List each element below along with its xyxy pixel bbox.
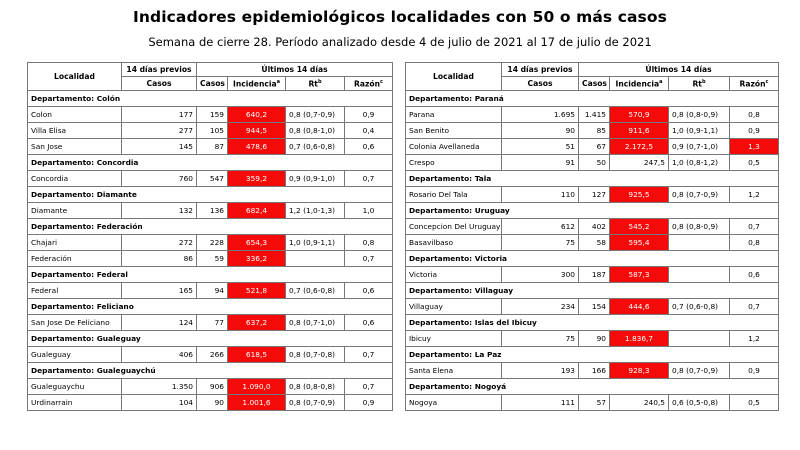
ratio-cell: 0,9 <box>345 107 393 123</box>
locality-cell: Urdinarrain <box>28 395 122 411</box>
prev-cases-cell: 1.350 <box>122 379 197 395</box>
locality-cell: Federación <box>28 251 122 267</box>
cases-cell: 50 <box>579 155 610 171</box>
department-label: Departamento: Islas del Ibicuy <box>406 315 779 331</box>
locality-cell: Colon <box>28 107 122 123</box>
rt-cell: 0,7 (0,6-0,8) <box>286 139 345 155</box>
department-row <box>28 299 393 315</box>
locality-cell: Basavilbaso <box>406 235 502 251</box>
incidence-cell: 637,2 <box>228 315 286 331</box>
prev-cases-cell: 104 <box>122 395 197 411</box>
ratio-cell: 0,9 <box>730 123 779 139</box>
header-localidad: Localidad <box>406 63 502 91</box>
department-row <box>28 155 393 171</box>
department-label: Departamento: Uruguay <box>406 203 779 219</box>
table-row <box>28 171 393 187</box>
prev-cases-cell: 612 <box>502 219 579 235</box>
incidence-cell: 2.172,5 <box>610 139 669 155</box>
cases-cell: 85 <box>579 123 610 139</box>
prev-cases-cell: 86 <box>122 251 197 267</box>
table-row <box>406 155 779 171</box>
table-row <box>406 123 779 139</box>
cases-cell: 127 <box>579 187 610 203</box>
table-row <box>406 395 779 411</box>
department-row <box>406 171 779 187</box>
incidence-cell: 911,6 <box>610 123 669 139</box>
locality-cell: Concepcion Del Uruguay <box>406 219 502 235</box>
locality-cell: Villa Elisa <box>28 123 122 139</box>
cases-cell: 77 <box>197 315 228 331</box>
department-label: Departamento: Colón <box>28 91 393 107</box>
table-row <box>28 283 393 299</box>
cases-cell: 906 <box>197 379 228 395</box>
cases-cell: 187 <box>579 267 610 283</box>
rt-cell: 0,8 (0,8-0,9) <box>669 219 730 235</box>
incidence-cell: 618,5 <box>228 347 286 363</box>
cases-cell: 67 <box>579 139 610 155</box>
ratio-cell: 1,0 <box>345 203 393 219</box>
header-prev-14: 14 días previos <box>122 63 197 77</box>
ratio-cell: 0,7 <box>345 347 393 363</box>
cases-cell: 57 <box>579 395 610 411</box>
table-row <box>406 331 779 347</box>
table-row <box>406 363 779 379</box>
header-incidencia: Incidencia$^a$ <box>228 77 286 91</box>
rt-cell: 0,8 (0,7-0,9) <box>669 363 730 379</box>
table-row <box>406 219 779 235</box>
locality-cell: Ibicuy <box>406 331 502 347</box>
department-row <box>406 91 779 107</box>
ratio-cell: 0,7 <box>730 219 779 235</box>
department-label: Departamento: Tala <box>406 171 779 187</box>
table-row <box>28 107 393 123</box>
locality-cell: Federal <box>28 283 122 299</box>
rt-cell: 0,8 (0,7-0,9) <box>286 395 345 411</box>
incidence-cell: 925,5 <box>610 187 669 203</box>
prev-cases-cell: 145 <box>122 139 197 155</box>
table-header-row <box>28 63 393 77</box>
department-label: Departamento: Federal <box>28 267 393 283</box>
ratio-cell: 0,8 <box>730 235 779 251</box>
header-last-14: Últimos 14 días <box>197 63 393 77</box>
incidence-cell: 640,2 <box>228 107 286 123</box>
incidence-cell: 521,8 <box>228 283 286 299</box>
cases-cell: 87 <box>197 139 228 155</box>
cases-cell: 94 <box>197 283 228 299</box>
header-casos-prev: Casos <box>502 77 579 91</box>
cases-cell: 90 <box>197 395 228 411</box>
prev-cases-cell: 165 <box>122 283 197 299</box>
locality-cell: Crespo <box>406 155 502 171</box>
table-row <box>28 395 393 411</box>
incidence-cell: 682,4 <box>228 203 286 219</box>
locality-cell: San Jose <box>28 139 122 155</box>
prev-cases-cell: 177 <box>122 107 197 123</box>
department-label: Departamento: Diamante <box>28 187 393 203</box>
cases-cell: 159 <box>197 107 228 123</box>
table-row <box>28 251 393 267</box>
ratio-cell: 0,6 <box>345 315 393 331</box>
ratio-cell: 0,5 <box>730 395 779 411</box>
rt-cell: 0,7 (0,6-0,8) <box>669 299 730 315</box>
incidence-cell: 587,3 <box>610 267 669 283</box>
prev-cases-cell: 193 <box>502 363 579 379</box>
department-row <box>28 363 393 379</box>
table-row <box>406 299 779 315</box>
locality-cell: Concordia <box>28 171 122 187</box>
department-row <box>406 379 779 395</box>
header-razon: Razón$^c$ <box>345 77 393 91</box>
prev-cases-cell: 1.695 <box>502 107 579 123</box>
header-razon: Razón$^c$ <box>730 77 779 91</box>
table-row <box>28 123 393 139</box>
ratio-cell: 1,2 <box>730 331 779 347</box>
cases-cell: 1.415 <box>579 107 610 123</box>
incidence-cell: 336,2 <box>228 251 286 267</box>
prev-cases-cell: 110 <box>502 187 579 203</box>
ratio-cell: 0,8 <box>345 235 393 251</box>
table-row <box>406 235 779 251</box>
rt-cell: 0,8 (0,7-0,9) <box>286 107 345 123</box>
prev-cases-cell: 111 <box>502 395 579 411</box>
incidence-cell: 545,2 <box>610 219 669 235</box>
table-header-row <box>406 63 779 77</box>
rt-cell: 0,8 (0,8-1,0) <box>286 123 345 139</box>
rt-cell <box>669 331 730 347</box>
prev-cases-cell: 406 <box>122 347 197 363</box>
table-row <box>28 203 393 219</box>
rt-cell: 0,9 (0,9-1,0) <box>286 171 345 187</box>
prev-cases-cell: 272 <box>122 235 197 251</box>
department-label: Departamento: Victoria <box>406 251 779 267</box>
table-row <box>406 267 779 283</box>
prev-cases-cell: 132 <box>122 203 197 219</box>
cases-cell: 402 <box>579 219 610 235</box>
ratio-cell: 0,7 <box>345 171 393 187</box>
cases-cell: 59 <box>197 251 228 267</box>
prev-cases-cell: 300 <box>502 267 579 283</box>
header-casos: Casos <box>197 77 228 91</box>
department-label: Departamento: Villaguay <box>406 283 779 299</box>
ratio-cell: 0,7 <box>345 379 393 395</box>
incidence-cell: 359,2 <box>228 171 286 187</box>
table-row <box>28 379 393 395</box>
prev-cases-cell: 90 <box>502 123 579 139</box>
locality-cell: Diamante <box>28 203 122 219</box>
rt-cell: 0,6 (0,5-0,8) <box>669 395 730 411</box>
locality-cell: Gualeguaychu <box>28 379 122 395</box>
ratio-cell: 1,3 <box>730 139 779 155</box>
locality-cell: San Jose De Feliciano <box>28 315 122 331</box>
incidence-cell: 1.836,7 <box>610 331 669 347</box>
prev-cases-cell: 75 <box>502 331 579 347</box>
cases-cell: 136 <box>197 203 228 219</box>
header-rt: Rt$^b$ <box>286 77 345 91</box>
rt-cell: 0,8 (0,7-0,8) <box>286 347 345 363</box>
incidence-cell: 478,6 <box>228 139 286 155</box>
header-casos: Casos <box>579 77 610 91</box>
cases-cell: 266 <box>197 347 228 363</box>
indicators-table-left <box>27 62 393 411</box>
rt-cell: 0,8 (0,8-0,8) <box>286 379 345 395</box>
rt-cell: 1,0 (0,9-1,1) <box>669 123 730 139</box>
department-label: Departamento: Gualeguaychú <box>28 363 393 379</box>
cases-cell: 547 <box>197 171 228 187</box>
header-rt: Rt$^b$ <box>669 77 730 91</box>
cases-cell: 154 <box>579 299 610 315</box>
locality-cell: Parana <box>406 107 502 123</box>
department-row <box>406 347 779 363</box>
ratio-cell: 0,6 <box>345 283 393 299</box>
department-row <box>28 187 393 203</box>
locality-cell: Rosario Del Tala <box>406 187 502 203</box>
cases-cell: 90 <box>579 331 610 347</box>
incidence-cell: 1.001,6 <box>228 395 286 411</box>
table-row <box>28 315 393 331</box>
header-incidencia: Incidencia$^a$ <box>610 77 669 91</box>
department-row <box>406 283 779 299</box>
ratio-cell: 0,7 <box>345 251 393 267</box>
locality-cell: Villaguay <box>406 299 502 315</box>
incidence-cell: 595,4 <box>610 235 669 251</box>
ratio-cell: 0,9 <box>345 395 393 411</box>
ratio-cell: 0,8 <box>730 107 779 123</box>
prev-cases-cell: 124 <box>122 315 197 331</box>
prev-cases-cell: 75 <box>502 235 579 251</box>
department-row <box>28 91 393 107</box>
table-row <box>28 139 393 155</box>
cases-cell: 228 <box>197 235 228 251</box>
indicators-table-right <box>405 62 779 411</box>
cases-cell: 166 <box>579 363 610 379</box>
prev-cases-cell: 760 <box>122 171 197 187</box>
department-label: Departamento: Federación <box>28 219 393 235</box>
rt-cell <box>669 267 730 283</box>
department-label: Departamento: Feliciano <box>28 299 393 315</box>
department-label: Departamento: Paraná <box>406 91 779 107</box>
header-casos-prev: Casos <box>122 77 197 91</box>
prev-cases-cell: 277 <box>122 123 197 139</box>
rt-cell: 0,9 (0,7-1,0) <box>669 139 730 155</box>
department-label: Departamento: La Paz <box>406 347 779 363</box>
rt-cell: 0,8 (0,7-0,9) <box>669 187 730 203</box>
incidence-cell: 928,3 <box>610 363 669 379</box>
ratio-cell: 0,7 <box>730 299 779 315</box>
prev-cases-cell: 234 <box>502 299 579 315</box>
header-last-14: Últimos 14 días <box>579 63 779 77</box>
ratio-cell: 1,2 <box>730 187 779 203</box>
locality-cell: Gualeguay <box>28 347 122 363</box>
rt-cell: 1,0 (0,8-1,2) <box>669 155 730 171</box>
incidence-cell: 240,5 <box>610 395 669 411</box>
ratio-cell: 0,5 <box>730 155 779 171</box>
table-row <box>406 107 779 123</box>
cases-cell: 105 <box>197 123 228 139</box>
page-subtitle: Semana de cierre 28. Período analizado desde 4 de julio de 2021 al 17 de julio de 2021 <box>148 35 652 49</box>
department-label: Departamento: Concordia <box>28 155 393 171</box>
page-title: Indicadores epidemiológicos localidades con 50 o más casos <box>133 8 667 26</box>
department-row <box>406 315 779 331</box>
department-row <box>406 251 779 267</box>
rt-cell: 0,7 (0,6-0,8) <box>286 283 345 299</box>
prev-cases-cell: 91 <box>502 155 579 171</box>
table-row <box>406 187 779 203</box>
incidence-cell: 1.090,0 <box>228 379 286 395</box>
rt-cell <box>286 251 345 267</box>
incidence-cell: 247,5 <box>610 155 669 171</box>
locality-cell: Colonia Avellaneda <box>406 139 502 155</box>
department-row <box>406 203 779 219</box>
ratio-cell: 0,6 <box>730 267 779 283</box>
rt-cell: 0,8 (0,8-0,9) <box>669 107 730 123</box>
header-prev-14: 14 días previos <box>502 63 579 77</box>
incidence-cell: 444,6 <box>610 299 669 315</box>
department-row <box>28 219 393 235</box>
rt-cell: 0,8 (0,7-1,0) <box>286 315 345 331</box>
incidence-cell: 654,3 <box>228 235 286 251</box>
department-row <box>28 331 393 347</box>
rt-cell: 1,2 (1,0-1,3) <box>286 203 345 219</box>
table-row <box>28 347 393 363</box>
ratio-cell: 0,6 <box>345 139 393 155</box>
locality-cell: Chajari <box>28 235 122 251</box>
header-localidad: Localidad <box>28 63 122 91</box>
ratio-cell: 0,9 <box>730 363 779 379</box>
rt-cell: 1,0 (0,9-1,1) <box>286 235 345 251</box>
rt-cell <box>669 235 730 251</box>
cases-cell: 58 <box>579 235 610 251</box>
locality-cell: Santa Elena <box>406 363 502 379</box>
locality-cell: San Benito <box>406 123 502 139</box>
department-label: Departamento: Nogoyá <box>406 379 779 395</box>
incidence-cell: 944,5 <box>228 123 286 139</box>
department-label: Departamento: Gualeguay <box>28 331 393 347</box>
ratio-cell: 0,4 <box>345 123 393 139</box>
table-row <box>406 139 779 155</box>
table-row <box>28 235 393 251</box>
incidence-cell: 570,9 <box>610 107 669 123</box>
locality-cell: Victoria <box>406 267 502 283</box>
locality-cell: Nogoya <box>406 395 502 411</box>
prev-cases-cell: 51 <box>502 139 579 155</box>
department-row <box>28 267 393 283</box>
